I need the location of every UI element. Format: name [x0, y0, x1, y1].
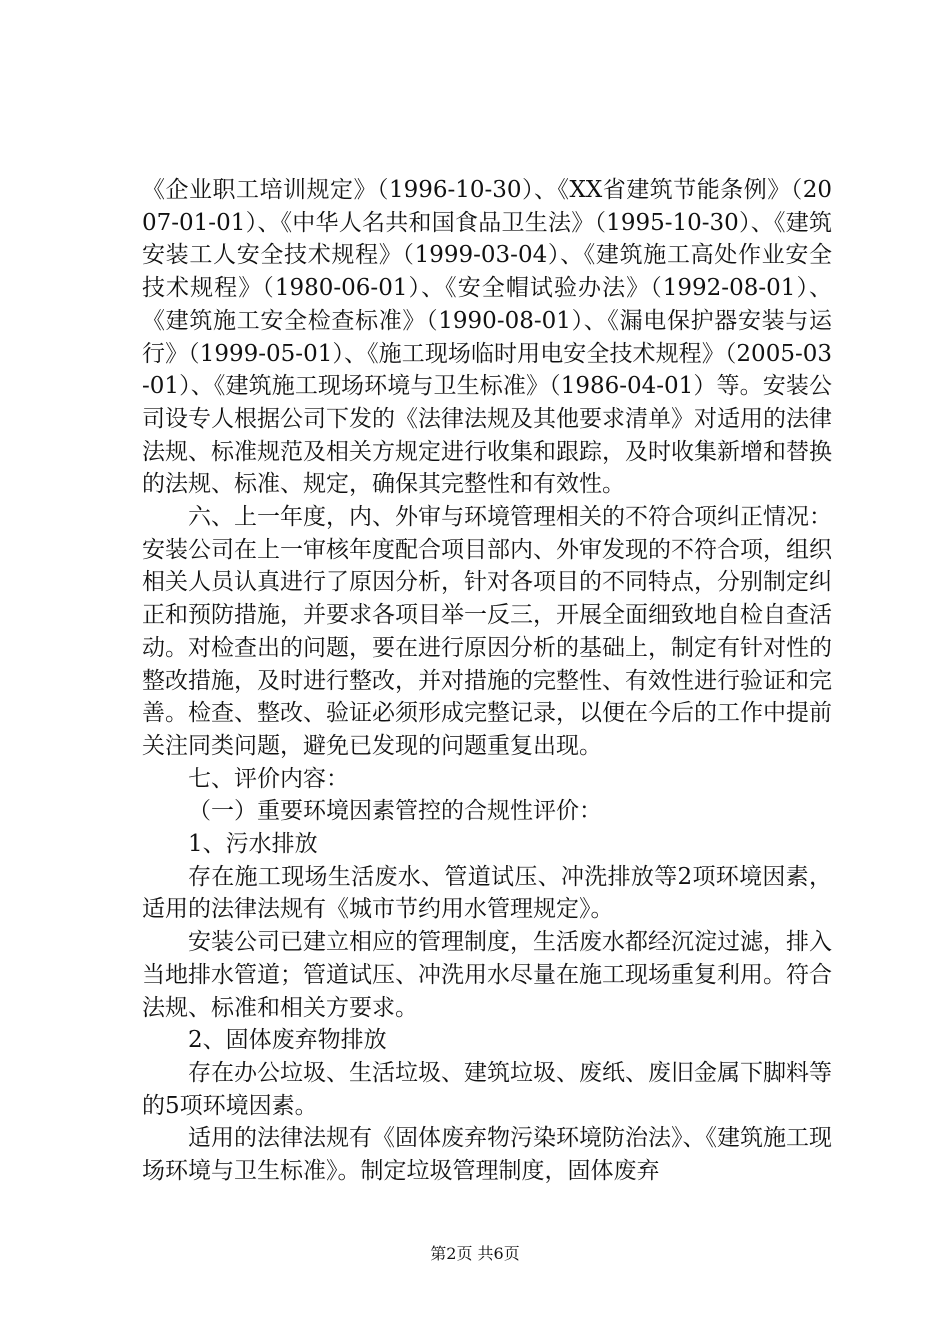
paragraph-solid-waste-factors: 存在办公垃圾、生活垃圾、建筑垃圾、废纸、废旧金属下脚料等的5项环境因素。 [142, 1059, 832, 1119]
page-footer: 第2页 共6页 [430, 1244, 520, 1263]
heading-item-solid-waste: 2、固体废弃物排放 [188, 1027, 387, 1054]
heading-section-seven: 七、评价内容： [188, 765, 349, 792]
paragraph-wastewater-factors: 存在施工现场生活废水、管道试压、冲洗排放等2项环境因素，适用的法律法规有《城市节约用水管理规定》。 [142, 863, 832, 923]
paragraph-solid-waste-laws: 适用的法律法规有《固体废弃物污染环境防治法》、《建筑施工现场环境与卫生标准》。制定垃圾管理制度，固体废弃 [142, 1125, 832, 1185]
heading-subsection-one: （一）重要环境因素管控的合规性评价： [188, 798, 602, 825]
paragraph-section-six: 六、上一年度，内、外审与环境管理相关的不符合项纠正情况：安装公司在上一审核年度配合项目部内、外审发现的不符合项，组织相关人员认真进行了原因分析，针对各项目的不同特点，分别制定纠正和预防措施，并要求各项目举一反三，开展全面细致地自检自查活动。对检查出的问题，要在进行原因分析的基础上，制定有针对性的整改措施，及时进行整改，并对措施的完整性、有效性进行验证和完善。检查、整改、验证必须形成完整记录，以便在今后的工作中提前关注同类问题，避免已发现的问题重复出现。 [142, 504, 832, 759]
heading-item-wastewater: 1、污水排放 [188, 831, 318, 858]
paragraph-regulations-list: 《企业职工培训规定》（1996-10-30）、《XX省建筑节能条例》（2007-01-01）、《中华人名共和国食品卫生法》（1995-10-30）、《建筑安装工人安全技术规程》（1999-03-04）、《建筑施工高处作业安全技术规程》（1980-06-01）、《安全帽试验办法》（1992-08-01）、《建筑施工安全检查标准》（1990-08-01）、《漏电保护器安装与运行》（1999-05-01）、《施工现场临时用电安全技术规程》（2005-03-01）、《建筑施工现场环境与卫生标准》（1986-04-01）等。安装公司设专人根据公司下发的《法律法规及其他要求清单》对适用的法律法规、标准规范及相关方规定进行收集和跟踪，及时收集新增和替换的法规、标准、规定，确保其完整性和有效性。 [142, 177, 832, 498]
paragraph-wastewater-management: 安装公司已建立相应的管理制度，生活废水都经沉淀过滤，排入当地排水管道；管道试压、冲洗用水尽量在施工现场重复利用。符合法规、标准和相关方要求。 [142, 929, 832, 1021]
document-body [142, 174, 832, 1188]
